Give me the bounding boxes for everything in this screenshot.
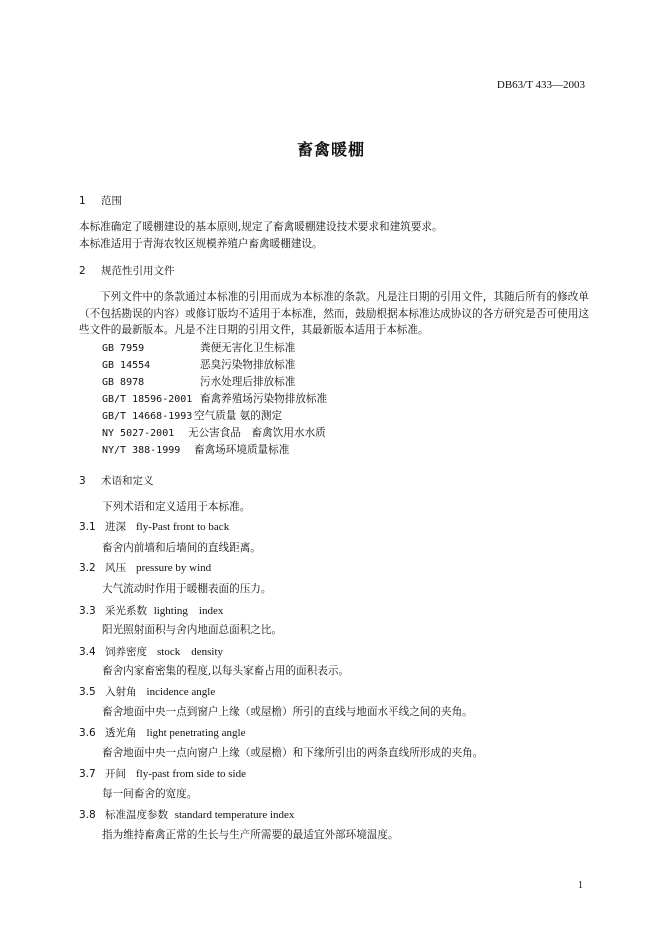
term-definition: 畜舍内家畜密集的程度,以每头家畜占用的面积表示。 <box>102 665 350 677</box>
term-number: 3.4 <box>79 646 96 658</box>
ref-code: GB 14554 <box>102 360 151 371</box>
section-number: 2 <box>79 265 86 277</box>
ref-title: 粪便无害化卫生标准 <box>200 342 296 354</box>
ref-title: 空气质量 氨的测定 <box>194 410 283 422</box>
term-definition: 每一间畜舍的宽度。 <box>102 788 198 800</box>
term-number: 3.8 <box>79 809 96 821</box>
term-en: pressure by wind <box>136 562 212 574</box>
list-item <box>102 357 327 374</box>
term-definition: 畜舍地面中央一点到窗户上缘（或屋檐）所引的直线与地面水平线之间的夹角。 <box>102 706 473 718</box>
term-number: 3.3 <box>79 605 96 617</box>
term-heading <box>79 519 229 534</box>
term-en: lighting index <box>153 605 224 617</box>
page-title: 畜禽暖棚 <box>296 140 365 159</box>
term-heading <box>79 684 215 699</box>
ref-code: GB/T 14668-1993 <box>102 411 193 422</box>
term-en: light penetrating angle <box>146 727 246 739</box>
section-title: 范围 <box>101 195 122 207</box>
term-zh: 入射角 <box>105 686 137 698</box>
ref-code: GB 7959 <box>102 343 145 354</box>
term-number: 3.1 <box>79 521 96 533</box>
references-intro: 下列文件中的条款通过本标准的引用而成为本标准的条款。凡是注日期的引用文件，其随后所有的修改单（不包括勘误的内容）或修订版均不适用于本标准，然而，鼓励根据本标准达成协议的各方研究是否可使用这些文件的最新版本。凡是不注日期的引用文件，其最新版本适用于本标准。 <box>79 291 589 336</box>
term-definition: 畜舍地面中央一点向窗户上缘（或屋檐）和下缘所引出的两条直线所形成的夹角。 <box>102 747 484 759</box>
term-en: fly-Past front to back <box>136 521 230 533</box>
section-heading-normative-references <box>79 263 175 278</box>
list-item <box>102 391 327 408</box>
ref-code: GB/T 18596-2001 <box>102 394 193 405</box>
term-number: 3.5 <box>79 686 96 698</box>
term-definition: 指为维持畜禽正常的生长与生产所需要的最适宜外部环境温度。 <box>102 829 399 841</box>
term-heading <box>79 560 211 575</box>
ref-title: 无公害食品 畜禽饮用水水质 <box>188 427 326 439</box>
term-number: 3.7 <box>79 768 96 780</box>
term-zh: 标准温度参数 <box>105 809 168 821</box>
term-en: incidence angle <box>146 686 216 698</box>
term-zh: 风压 <box>105 562 126 574</box>
ref-title: 污水处理后排放标准 <box>200 376 296 388</box>
ref-code: NY/T 388-1999 <box>102 445 181 456</box>
ref-title: 恶臭污染物排放标准 <box>200 359 296 371</box>
ref-title: 畜禽养殖场污染物排放标准 <box>200 393 328 405</box>
term-zh: 采光系数 <box>105 605 147 617</box>
list-item <box>102 374 327 391</box>
list-item <box>102 408 327 425</box>
term-en: fly-past from side to side <box>136 768 246 780</box>
term-heading <box>79 643 223 659</box>
reference-list <box>102 340 327 459</box>
list-item <box>102 442 327 459</box>
scope-line-1: 本标准确定了暖棚建设的基本原则,规定了畜禽暖棚建设技术要求和建筑要求。 <box>79 221 443 233</box>
term-definition: 畜舍内前墙和后墙间的直线距离。 <box>102 542 261 554</box>
term-heading <box>79 766 246 781</box>
section-title: 术语和定义 <box>101 475 154 487</box>
list-item <box>102 340 327 357</box>
section-heading-scope <box>79 193 122 208</box>
term-en: stock density <box>157 646 224 658</box>
term-zh: 进深 <box>105 521 126 533</box>
page-number: 1 <box>578 880 583 891</box>
standard-number: DB63/T 433—2003 <box>496 79 585 91</box>
term-heading <box>79 602 223 618</box>
term-heading <box>79 807 294 822</box>
term-number: 3.2 <box>79 562 96 574</box>
term-zh: 透光角 <box>105 727 137 739</box>
term-definition: 阳光照射面积与舍内地面总面积之比。 <box>102 624 283 636</box>
term-zh: 开间 <box>105 768 126 780</box>
terms-intro: 下列术语和定义适用于本标准。 <box>102 501 251 513</box>
section-number: 1 <box>79 195 86 207</box>
section-title: 规范性引用文件 <box>101 265 175 277</box>
scope-line-2: 本标准适用于青海农牧区规模养殖户畜禽暖棚建设。 <box>79 238 323 250</box>
term-zh: 饲养密度 <box>105 646 147 658</box>
term-definition: 大气流动时作用于暖棚表面的压力。 <box>102 583 272 595</box>
term-number: 3.6 <box>79 727 96 739</box>
list-item <box>102 425 327 442</box>
ref-code: NY 5027-2001 <box>102 428 175 439</box>
ref-code: GB 8978 <box>102 377 145 388</box>
term-en: standard temperature index <box>174 809 295 821</box>
ref-title: 畜禽场环境质量标准 <box>194 444 290 456</box>
section-number: 3 <box>79 475 86 487</box>
term-heading <box>79 725 245 740</box>
section-heading-terms <box>79 473 154 488</box>
